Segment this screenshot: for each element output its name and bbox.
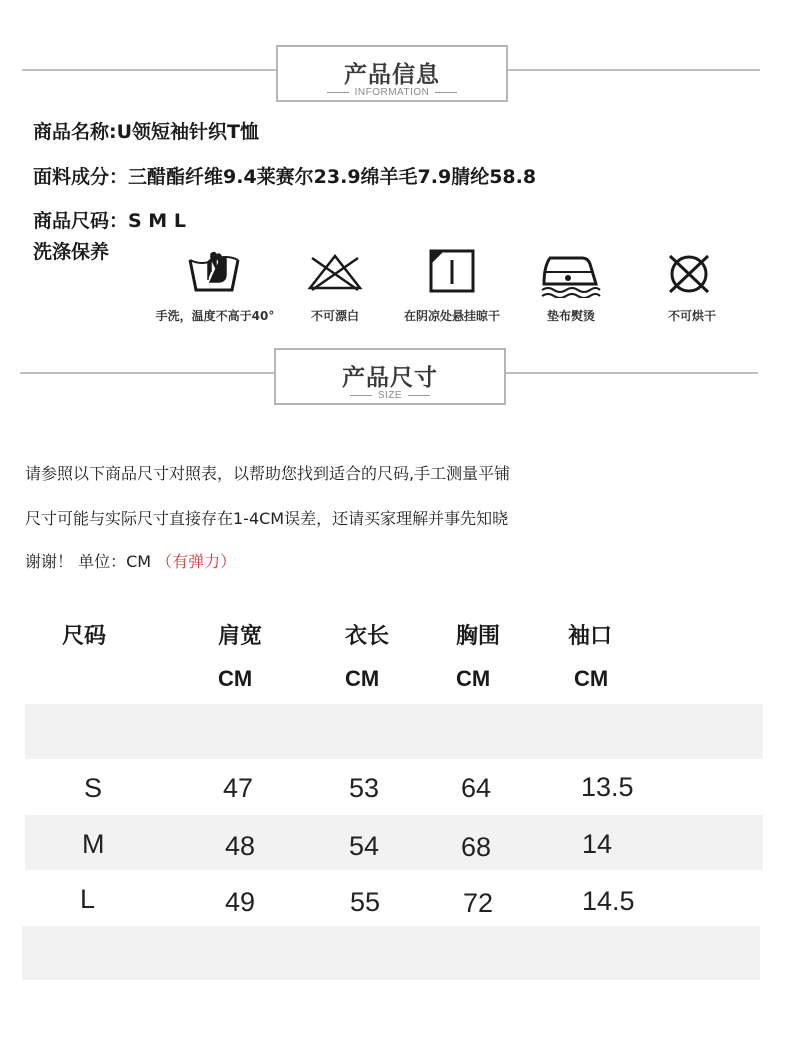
section-subtitle-text: SIZE <box>377 390 403 401</box>
table-unit-chest: CM <box>456 666 491 691</box>
table-unit-length: CM <box>345 666 380 691</box>
section-title-info <box>276 45 508 102</box>
section-title-text: 产品尺寸 <box>342 365 438 391</box>
elastic-note: （有弹力） <box>156 552 237 571</box>
table-cell-chest: 68 <box>461 832 492 862</box>
care-label-iron: 垫布熨烫 <box>546 309 596 323</box>
table-header-length: 衣长 <box>345 624 390 649</box>
iron-with-cloth-icon <box>538 250 604 298</box>
section-title-size <box>274 348 506 405</box>
section-title-text: 产品信息 <box>344 62 440 88</box>
table-cell-size: M <box>82 829 105 859</box>
table-cell-size: L <box>80 884 96 914</box>
table-cell-shoulder: 47 <box>223 773 254 803</box>
table-header-cuff: 袖口 <box>568 624 613 649</box>
table-cell-length: 53 <box>349 773 380 803</box>
section-divider-left <box>20 372 274 374</box>
care-label-no-bleach: 不可漂白 <box>310 309 360 323</box>
unit-text: 谢谢！ 单位：CM <box>25 552 157 571</box>
table-cell-size: S <box>84 773 103 803</box>
table-header-size: 尺码 <box>62 624 107 649</box>
size-note-line1: 请参照以下商品尺寸对照表，以帮助您找到适合的尺码,手工测量平铺 <box>25 464 511 483</box>
table-band <box>25 815 763 870</box>
size-note-line3 <box>25 549 236 572</box>
table-header-shoulder: 肩宽 <box>218 624 263 649</box>
table-header-chest: 胸围 <box>456 624 501 649</box>
care-label-hand-wash: 手洗，温度不高于40° <box>155 309 275 323</box>
care-label-no-tumble: 不可烘干 <box>667 309 717 323</box>
table-cell-shoulder: 49 <box>225 887 256 917</box>
section-divider-left <box>22 69 276 71</box>
no-bleach-icon <box>306 252 364 292</box>
table-unit-shoulder: CM <box>218 666 253 691</box>
no-tumble-dry-icon <box>664 252 714 296</box>
care-label-line-dry: 在阴凉处悬挂晾干 <box>403 309 501 323</box>
table-cell-cuff: 13.5 <box>581 772 634 802</box>
section-subtitle-text: INFORMATION <box>354 87 430 98</box>
table-unit-cuff: CM <box>574 666 609 691</box>
table-cell-cuff: 14 <box>582 829 613 859</box>
product-sizes: 商品尺码：S M L <box>33 210 186 232</box>
table-cell-chest: 72 <box>463 888 494 918</box>
table-cell-cuff: 14.5 <box>582 886 635 916</box>
hand-wash-icon <box>186 246 242 294</box>
section-divider-right <box>508 69 760 71</box>
line-dry-shade-icon <box>428 248 476 294</box>
table-band <box>22 926 760 980</box>
table-cell-length: 55 <box>350 887 381 917</box>
table-cell-length: 54 <box>349 831 380 861</box>
table-cell-chest: 64 <box>461 773 492 803</box>
care-title: 洗涤保养 <box>33 241 110 263</box>
table-band <box>25 704 763 759</box>
product-name: 商品名称:U领短袖针织T恤 <box>33 121 259 143</box>
size-note-line2: 尺寸可能与实际尺寸直接存在1-4CM误差，还请买家理解并事先知晓 <box>25 509 509 528</box>
table-cell-shoulder: 48 <box>225 831 256 861</box>
section-divider-right <box>506 372 758 374</box>
fabric-composition: 面料成分：三醋酯纤维9.4莱赛尔23.9绵羊毛7.9腈纶58.8 <box>33 166 537 188</box>
